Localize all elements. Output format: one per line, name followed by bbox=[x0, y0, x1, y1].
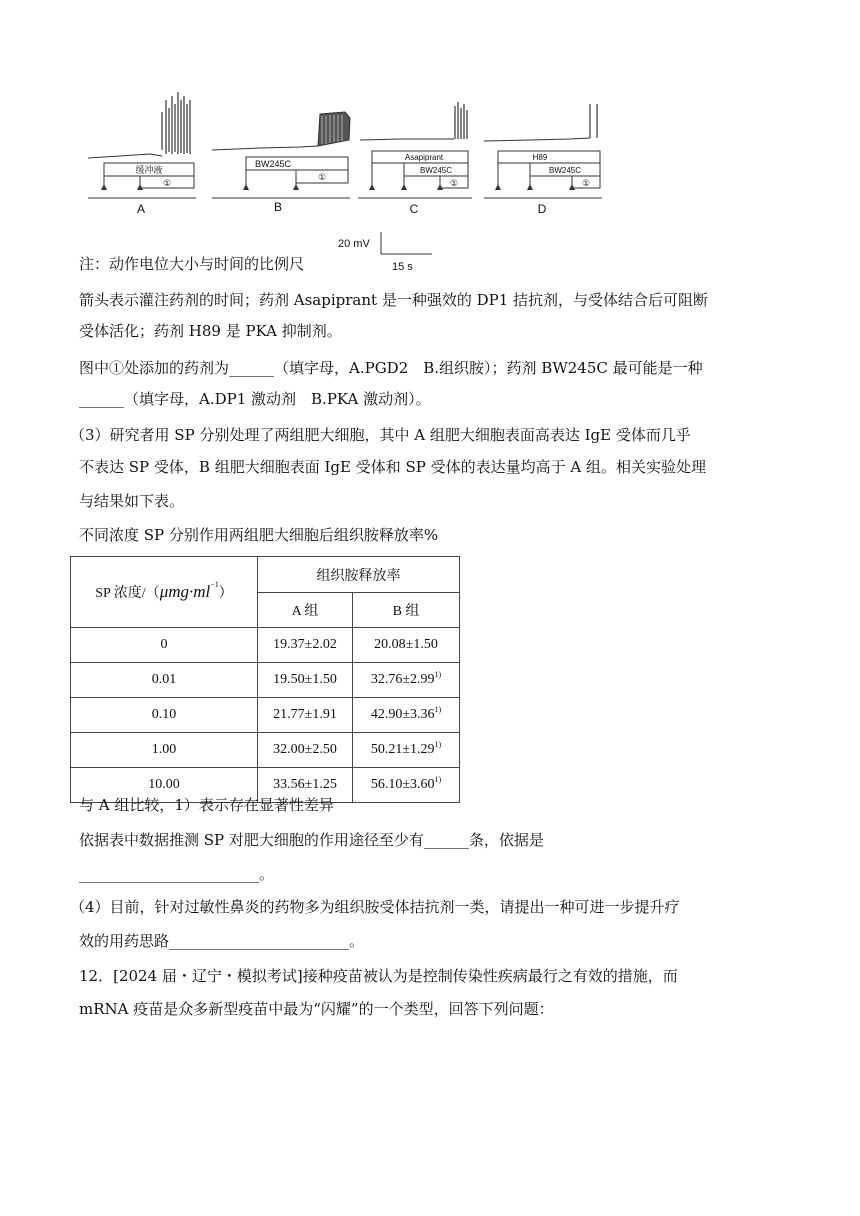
cell-group-a: 32.00±2.50 bbox=[258, 733, 353, 768]
panel-a-box-2: ① bbox=[162, 178, 172, 188]
panel-c-label: C bbox=[409, 202, 419, 216]
panel-b-label: B bbox=[273, 200, 283, 214]
cell-group-a: 19.37±2.02 bbox=[258, 628, 353, 663]
cell-sp: 1.00 bbox=[71, 733, 258, 768]
question-3-answer-line-1: 依据表中数据推测 SP 对肥大细胞的作用途径至少有______条，依据是 bbox=[79, 831, 544, 849]
cell-group-a: 33.56±1.25 bbox=[258, 768, 353, 803]
scale-bar-time: 15 s bbox=[392, 261, 413, 273]
panel-b-box-2: ① bbox=[317, 172, 327, 182]
question-3-line-3: 与结果如下表。 bbox=[79, 492, 185, 510]
cell-group-b: $32.76\pm 2.99^{1)}$ bbox=[353, 663, 460, 698]
table-row bbox=[71, 733, 460, 768]
panel-d-box-3: ① bbox=[581, 178, 591, 188]
panel-a bbox=[88, 92, 196, 198]
cell-sp: 0.01 bbox=[71, 663, 258, 698]
header-group-a: A 组 bbox=[258, 593, 353, 628]
question-12-line-2: mRNA 疫苗是众多新型疫苗中最为“闪耀”的一个类型，回答下列问题： bbox=[79, 1000, 554, 1018]
figure-note: 注：动作电位大小与时间的比例尺 bbox=[79, 255, 305, 273]
paragraph-arrow-note-2: 受体活化；药剂 H89 是 PKA 抑制剂。 bbox=[79, 322, 342, 340]
panel-d-box-2: BW245C bbox=[548, 166, 582, 175]
panel-d-box-1: H89 bbox=[532, 153, 548, 162]
cell-group-a: 21.77±1.91 bbox=[258, 698, 353, 733]
cell-group-b: $50.21\pm 1.29^{1)}$ bbox=[353, 733, 460, 768]
header-sp-concentration: SP 浓度$/(\mu mg\cdot ml^{-1})$ bbox=[71, 557, 258, 628]
question-2-line-1: 图中①处添加的药剂为______（填字母，A.PGD2 B.组织胺）；药剂 BW245C 最可能是一种 bbox=[79, 359, 703, 377]
cell-sp: 10.00 bbox=[71, 768, 258, 803]
question-4-line-2: 效的用药思路________________________。 bbox=[79, 932, 365, 950]
question-3-answer-line-2: ________________________。 bbox=[79, 865, 275, 883]
table-note: 与 A 组比较，1）表示存在显著性差异 bbox=[79, 796, 334, 814]
panel-d-label: D bbox=[537, 202, 547, 216]
panel-b bbox=[212, 112, 350, 198]
question-3-line-2: 不表达 SP 受体，B 组肥大细胞表面 IgE 受体和 SP 受体的表达量均高于 A 组。相关实验处理 bbox=[79, 458, 706, 476]
cell-group-b: $42.90\pm 3.36^{1)}$ bbox=[353, 698, 460, 733]
cell-group-b: 20.08±1.50 bbox=[353, 628, 460, 663]
header-group-b: B 组 bbox=[353, 593, 460, 628]
question-12-line-1: 12．[2024 届・辽宁・模拟考试]接种疫苗被认为是控制传染性疾病最行之有效的措施，而 bbox=[79, 967, 678, 985]
panel-c-box-3: ① bbox=[449, 178, 459, 188]
table-row bbox=[71, 698, 460, 733]
panel-a-label: A bbox=[136, 202, 146, 216]
panel-c-box-1: Asapiprant bbox=[404, 153, 444, 162]
cell-sp: 0.10 bbox=[71, 698, 258, 733]
question-3-line-1: （3）研究者用 SP 分别处理了两组肥大细胞，其中 A 组肥大细胞表面高表达 IgE 受体而几乎 bbox=[70, 426, 691, 444]
scale-bar bbox=[381, 232, 432, 254]
table-row bbox=[71, 663, 460, 698]
panel-a-box-1: 缓冲液 bbox=[135, 165, 163, 175]
scale-bar-voltage: 20 mV bbox=[338, 238, 370, 250]
table-caption: 不同浓度 SP 分别作用两组肥大细胞后组织胺释放率% bbox=[79, 526, 439, 544]
cell-sp: 0 bbox=[71, 628, 258, 663]
panel-c-box-2: BW245C bbox=[419, 166, 453, 175]
table-row bbox=[71, 628, 460, 663]
histamine-release-table bbox=[70, 556, 460, 803]
arrow-icons bbox=[101, 184, 575, 190]
panel-b-box-1: BW245C bbox=[254, 159, 292, 169]
header-histamine-rate: 组织胺释放率 bbox=[258, 557, 460, 593]
paragraph-arrow-note-1: 箭头表示灌注药剂的时间；药剂 Asapiprant 是一种强效的 DP1 拮抗剂，与受体结合后可阻断 bbox=[79, 291, 709, 309]
cell-group-b: $56.10\pm 3.60^{1)}$ bbox=[353, 768, 460, 803]
cell-group-a: 19.50±1.50 bbox=[258, 663, 353, 698]
question-4-line-1: （4）目前，针对过敏性鼻炎的药物多为组织胺受体拮抗剂一类，请提出一种可进一步提升疗 bbox=[70, 898, 680, 916]
question-2-line-2: ______（填字母，A.DP1 激动剂 B.PKA 激动剂）。 bbox=[79, 390, 431, 408]
